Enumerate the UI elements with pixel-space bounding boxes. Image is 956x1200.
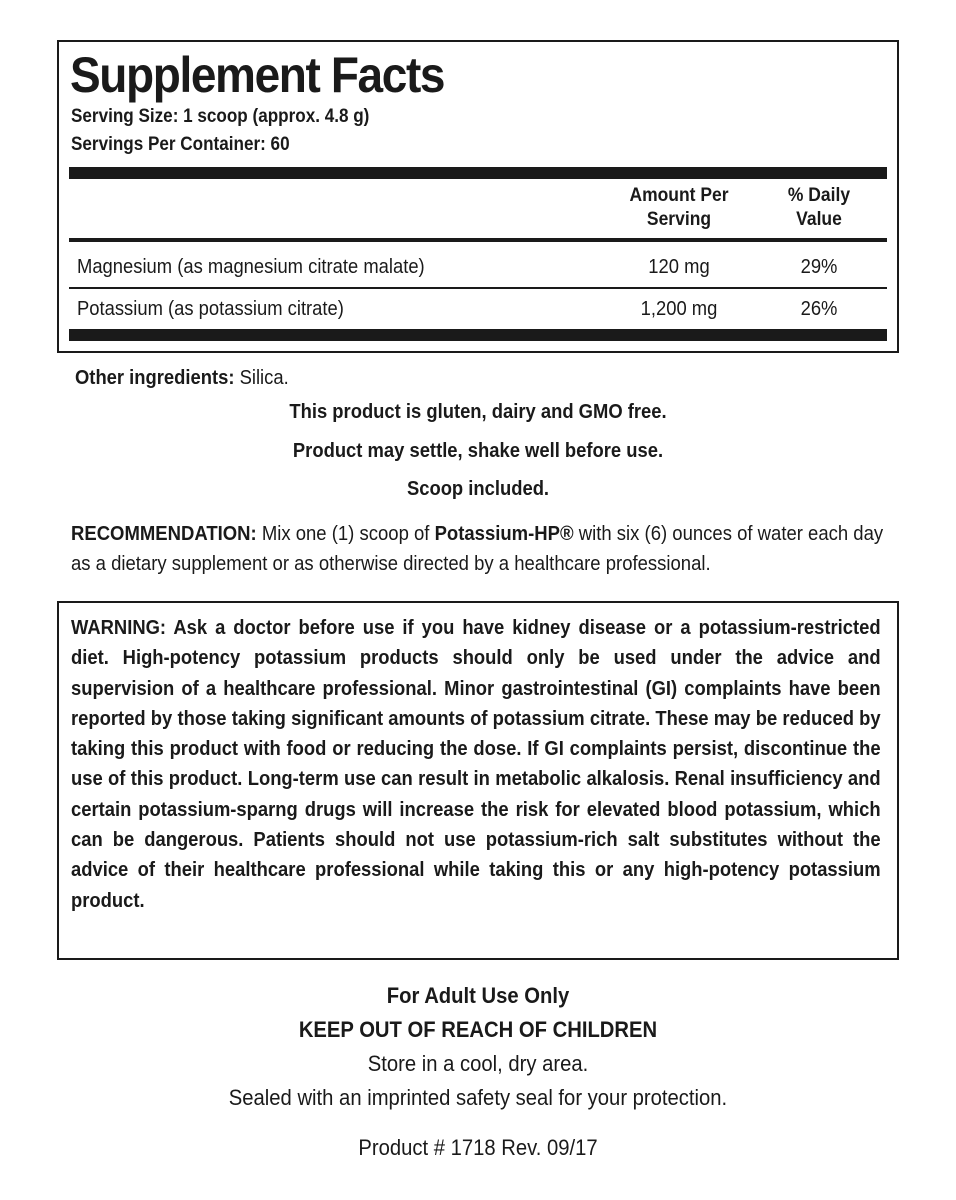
nutrient-row (59, 250, 897, 290)
keep-out-of-reach: KEEP OUT OF REACH OF CHILDREN (298, 1017, 658, 1042)
nutrient-amount: 1,200 mg (640, 298, 718, 320)
divider-thin (69, 287, 887, 289)
safety-seal-statement: Sealed with an imprinted safety seal for your protection. (228, 1085, 728, 1110)
scoop-statement: Scoop included. (406, 478, 550, 500)
other-ingredients-label: Other ingredients: (75, 367, 235, 389)
divider-thick-bottom (69, 329, 887, 341)
header-dv-line2: Value (796, 209, 842, 230)
header-daily-value (764, 184, 874, 232)
settle-statement: Product may settle, shake well before use. (292, 440, 664, 462)
header-amount-per-serving (605, 184, 752, 232)
other-ingredients (75, 367, 289, 390)
adult-use-only: For Adult Use Only (386, 983, 570, 1008)
recommendation-text-a: Mix one (1) scoop of (256, 523, 435, 545)
product-name: Potassium-HP® (434, 523, 574, 545)
nutrient-name: Potassium (as potassium citrate) (77, 298, 344, 320)
other-ingredients-value: Silica. (234, 367, 289, 389)
recommendation (71, 519, 885, 579)
divider-thick-top (69, 167, 887, 179)
serving-size: Serving Size: 1 scoop (approx. 4.8 g) (71, 106, 370, 127)
facts-title: Supplement Facts (70, 47, 445, 103)
warning-panel (57, 601, 899, 960)
supplement-facts-panel (57, 40, 899, 353)
header-amount-line2: Serving (646, 209, 712, 230)
nutrient-name: Magnesium (as magnesium citrate malate) (77, 256, 425, 278)
product-number: Product # 1718 Rev. 09/17 (358, 1135, 598, 1160)
recommendation-label: RECOMMENDATION: (71, 523, 257, 545)
recommendation-text-b: with six (6) ounces of water each day as a dietary supplement or as otherwise directed by a healthcare professional. (71, 523, 884, 575)
allergen-statement: This product is gluten, dairy and GMO free. (289, 401, 667, 423)
nutrient-amount: 120 mg (648, 256, 710, 278)
storage-instructions: Store in a cool, dry area. (367, 1051, 589, 1076)
nutrient-row (59, 292, 897, 332)
header-dv-line1: % Daily (787, 185, 851, 206)
divider-medium (69, 238, 887, 242)
servings-per-container: Servings Per Container: 60 (71, 134, 290, 155)
header-amount-line1: Amount Per (629, 185, 729, 206)
warning-text: WARNING: Ask a doctor before use if you have kidney disease or a potassium-restricted diet. High-potency potassium products should only be used under the advice and supervision of a healthcare professional. Minor gastrointestinal (GI) complaints have been reported by those taking significant amounts of potassium citrate. These may be reduced by taking this product with food or reducing the dose. If GI complaints persist, discontinue the use of this product. Long-term use can result in metabolic alkalosis. Renal insufficiency and certain potassium-sparng drugs will increase the risk for elevated blood potassium, which can be dangerous. Patients should not use potassium-rich salt substitutes without the advice of their healthcare professional while taking this or any high-potency potassium product. (71, 617, 881, 912)
nutrient-daily-value: 29% (800, 256, 838, 278)
nutrient-daily-value: 26% (800, 298, 838, 320)
